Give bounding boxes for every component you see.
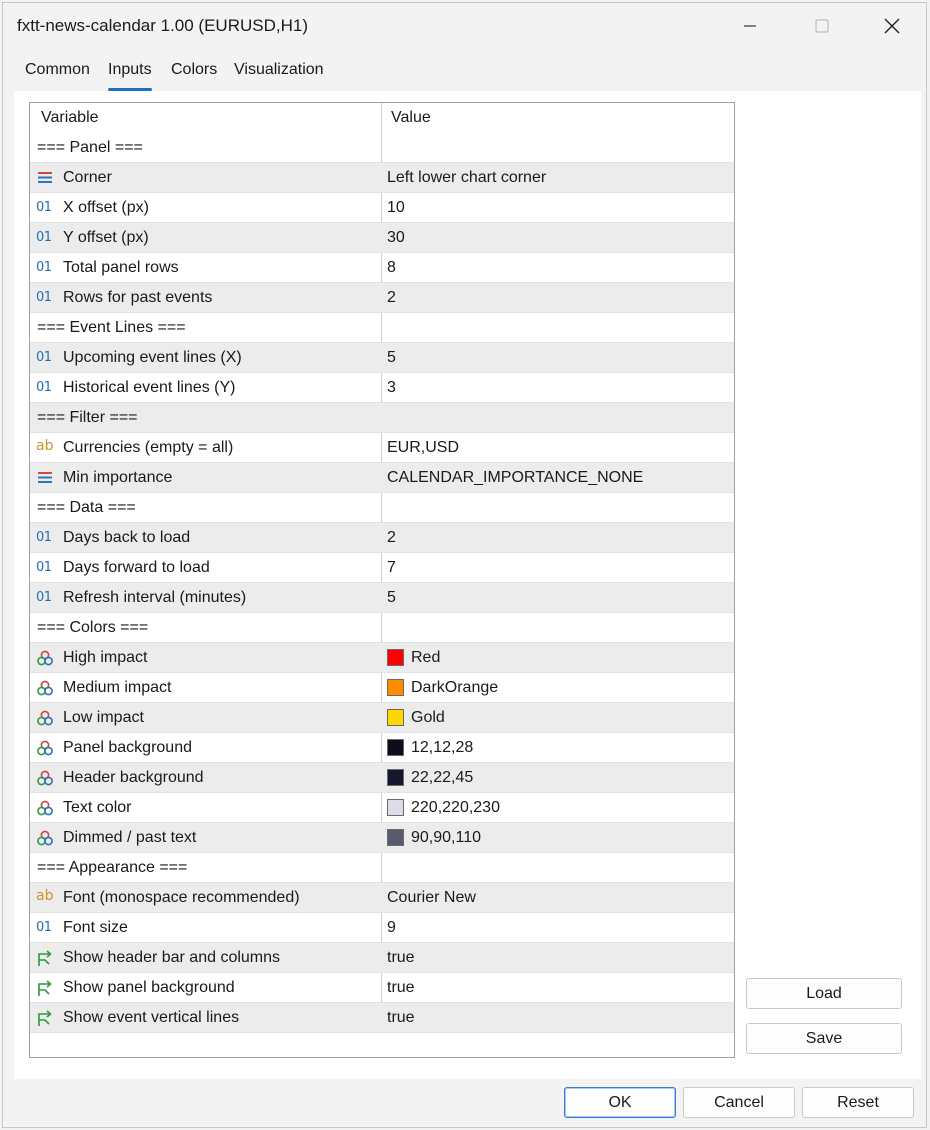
color-icon xyxy=(36,769,54,787)
value-cell[interactable]: true xyxy=(387,949,415,966)
title-bar xyxy=(3,3,926,49)
value-cell[interactable]: Left lower chart corner xyxy=(387,169,547,186)
bool-icon xyxy=(36,1009,54,1027)
section-label: === Colors === xyxy=(37,619,149,636)
color-icon xyxy=(36,829,54,847)
input-row[interactable] xyxy=(30,223,734,253)
save-button[interactable]: Save xyxy=(746,1023,902,1054)
variable-name: Total panel rows xyxy=(63,259,179,276)
variable-name: Historical event lines (Y) xyxy=(63,379,236,396)
value-cell[interactable]: 3 xyxy=(387,379,396,396)
minimize-icon xyxy=(743,19,757,33)
tab-colors[interactable]: Colors xyxy=(171,61,218,78)
close-icon xyxy=(884,18,900,34)
color-icon xyxy=(36,679,54,697)
int-icon: 01 xyxy=(36,350,52,365)
int-icon: 01 xyxy=(36,380,52,395)
color-swatch[interactable] xyxy=(387,799,404,816)
variable-name: Currencies (empty = all) xyxy=(63,439,234,456)
grid-rows xyxy=(30,133,734,1033)
section-label: === Event Lines === xyxy=(37,319,186,336)
variable-name: High impact xyxy=(63,649,148,666)
int-icon: 01 xyxy=(36,530,52,545)
input-row[interactable] xyxy=(30,673,734,703)
minimize-button[interactable] xyxy=(727,3,773,49)
input-row[interactable] xyxy=(30,1003,734,1033)
input-row[interactable] xyxy=(30,523,734,553)
int-icon: 01 xyxy=(36,260,52,275)
color-swatch[interactable] xyxy=(387,829,404,846)
enum-icon xyxy=(36,169,54,187)
tab-visualization[interactable]: Visualization xyxy=(234,61,324,78)
value-cell[interactable]: 2 xyxy=(387,289,396,306)
section-row[interactable] xyxy=(30,853,734,883)
variable-name: Min importance xyxy=(63,469,173,486)
int-icon: 01 xyxy=(36,200,52,215)
color-swatch[interactable] xyxy=(387,769,404,786)
variable-name: Medium impact xyxy=(63,679,172,696)
maximize-icon xyxy=(815,19,829,33)
section-row[interactable] xyxy=(30,613,734,643)
window-title: fxtt-news-calendar 1.00 (EURUSD,H1) xyxy=(17,16,308,35)
enum-icon xyxy=(36,469,54,487)
color-swatch[interactable] xyxy=(387,679,404,696)
variable-name: Days forward to load xyxy=(63,559,210,576)
input-row[interactable] xyxy=(30,343,734,373)
input-row[interactable] xyxy=(30,193,734,223)
int-icon: 01 xyxy=(36,230,52,245)
maximize-button[interactable] xyxy=(799,3,845,49)
input-row[interactable] xyxy=(30,283,734,313)
color-icon xyxy=(36,799,54,817)
ok-button[interactable]: OK xyxy=(564,1087,676,1118)
value-cell[interactable]: 9 xyxy=(387,919,396,936)
input-row[interactable] xyxy=(30,163,734,193)
int-icon: 01 xyxy=(36,590,52,605)
value-cell[interactable]: true xyxy=(387,1009,415,1026)
input-row[interactable] xyxy=(30,583,734,613)
input-row[interactable] xyxy=(30,823,734,853)
variable-name: Rows for past events xyxy=(63,289,213,306)
load-button[interactable]: Load xyxy=(746,978,902,1009)
input-row[interactable] xyxy=(30,253,734,283)
value-cell[interactable]: CALENDAR_IMPORTANCE_NONE xyxy=(387,469,644,486)
int-icon: 01 xyxy=(36,920,52,935)
dialog-window xyxy=(2,2,927,1128)
string-icon: ab xyxy=(36,888,54,904)
value-cell[interactable]: EUR,USD xyxy=(387,439,460,456)
variable-name: Show panel background xyxy=(63,979,235,996)
section-row[interactable] xyxy=(30,133,734,163)
input-row[interactable] xyxy=(30,763,734,793)
variable-name: Dimmed / past text xyxy=(63,829,197,846)
int-icon: 01 xyxy=(36,290,52,305)
input-row[interactable] xyxy=(30,943,734,973)
value-cell[interactable]: Courier New xyxy=(387,889,476,906)
column-header-variable[interactable]: Variable xyxy=(41,109,99,126)
section-label: === Filter === xyxy=(37,409,138,426)
variable-name: Show header bar and columns xyxy=(63,949,281,966)
value-cell[interactable]: 5 xyxy=(387,349,396,366)
value-cell[interactable]: 90,90,110 xyxy=(411,829,481,846)
bool-icon xyxy=(36,979,54,997)
value-cell[interactable]: DarkOrange xyxy=(411,679,499,696)
section-label: === Data === xyxy=(37,499,136,516)
variable-name: Header background xyxy=(63,769,204,786)
input-row[interactable] xyxy=(30,793,734,823)
tab-inputs[interactable]: Inputs xyxy=(108,61,152,78)
value-cell[interactable]: 30 xyxy=(387,229,405,246)
input-row[interactable] xyxy=(30,373,734,403)
color-icon xyxy=(36,649,54,667)
color-icon xyxy=(36,739,54,757)
variable-name: Refresh interval (minutes) xyxy=(63,589,247,606)
inputs-grid xyxy=(29,102,735,1058)
value-cell[interactable]: true xyxy=(387,979,415,996)
value-cell[interactable]: 2 xyxy=(387,529,396,546)
section-row[interactable] xyxy=(30,313,734,343)
color-icon xyxy=(36,709,54,727)
variable-name: Days back to load xyxy=(63,529,191,546)
bool-icon xyxy=(36,949,54,967)
variable-name: Corner xyxy=(63,169,112,186)
variable-name: Upcoming event lines (X) xyxy=(63,349,242,366)
value-cell[interactable]: 220,220,230 xyxy=(411,799,500,816)
value-cell[interactable]: 12,12,28 xyxy=(411,739,474,756)
value-cell[interactable]: 7 xyxy=(387,559,396,576)
input-row[interactable] xyxy=(30,973,734,1003)
color-swatch[interactable] xyxy=(387,649,404,666)
input-row[interactable] xyxy=(30,433,734,463)
input-row[interactable] xyxy=(30,643,734,673)
variable-name: Y offset (px) xyxy=(63,229,149,246)
column-header-value[interactable]: Value xyxy=(391,109,431,126)
input-row[interactable] xyxy=(30,463,734,493)
value-cell[interactable]: 8 xyxy=(387,259,396,276)
close-button[interactable] xyxy=(869,3,915,49)
section-row[interactable] xyxy=(30,493,734,523)
input-row[interactable] xyxy=(30,733,734,763)
section-row[interactable] xyxy=(30,403,734,433)
input-row[interactable] xyxy=(30,883,734,913)
value-cell[interactable]: 22,22,45 xyxy=(411,769,474,786)
int-icon: 01 xyxy=(36,560,52,575)
string-icon: ab xyxy=(36,438,54,454)
variable-name: Low impact xyxy=(63,709,144,726)
variable-name: X offset (px) xyxy=(63,199,149,216)
section-label: === Appearance === xyxy=(37,859,188,876)
input-row[interactable] xyxy=(30,913,734,943)
input-row[interactable] xyxy=(30,553,734,583)
input-row[interactable] xyxy=(30,703,734,733)
value-cell[interactable]: Gold xyxy=(411,709,445,726)
tab-common[interactable]: Common xyxy=(25,61,90,78)
grid-header xyxy=(30,103,734,133)
color-swatch[interactable] xyxy=(387,739,404,756)
section-label: === Panel === xyxy=(37,139,143,156)
value-cell[interactable]: 10 xyxy=(387,199,405,216)
cancel-button[interactable]: Cancel xyxy=(683,1087,795,1118)
variable-name: Font size xyxy=(63,919,128,936)
variable-name: Show event vertical lines xyxy=(63,1009,240,1026)
variable-name: Text color xyxy=(63,799,132,816)
value-cell[interactable]: Red xyxy=(411,649,441,666)
reset-button[interactable]: Reset xyxy=(802,1087,914,1118)
variable-name: Panel background xyxy=(63,739,192,756)
variable-name: Font (monospace recommended) xyxy=(63,889,300,906)
value-cell[interactable]: 5 xyxy=(387,589,396,606)
color-swatch[interactable] xyxy=(387,709,404,726)
